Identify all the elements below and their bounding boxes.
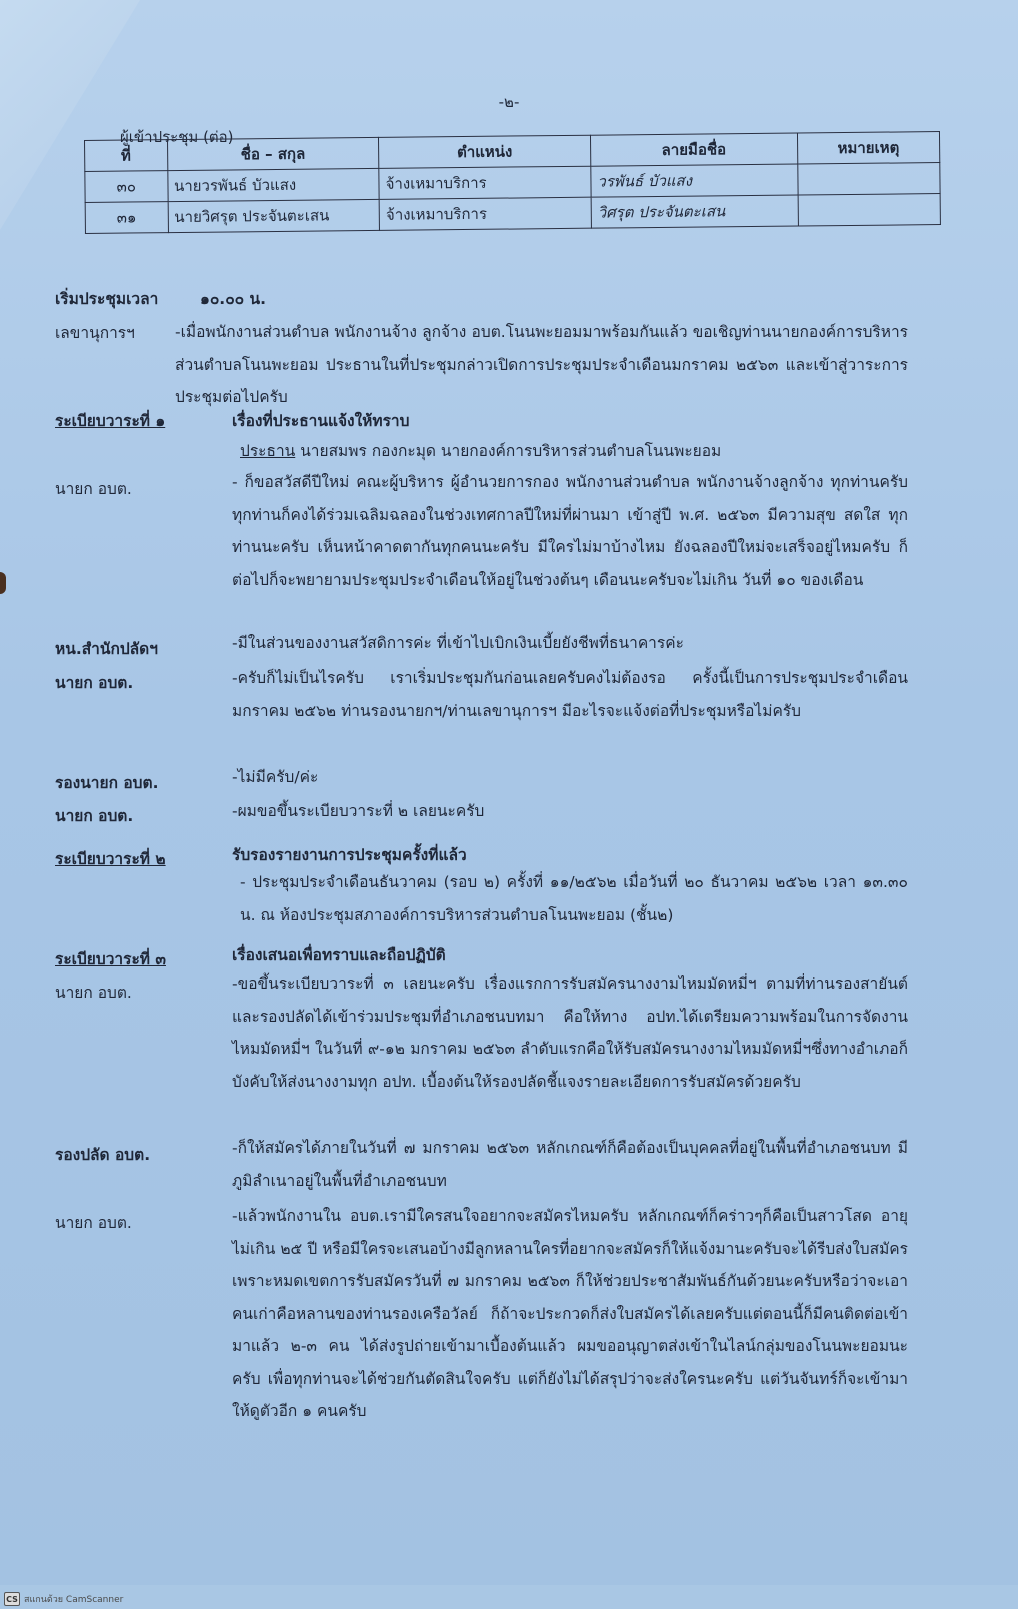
agenda1-mayor3-speaker: นายก อบต. — [55, 807, 134, 825]
agenda3-mayor-text: -ขอขึ้นระเบียบวาระที่ ๓ เลยนะครับ เรื่องแรกการรับสมัครนางงามไหมมัดหมี่ฯ ตามที่ท่านรองสายันต์และรองปลัดได้เข้าร่วมประชุมที่อำเภอชนบทมา คือให้ทาง อปท.ได้เตรียมความพร้อมในการจัดงานไหมมัดหมี่ฯ ในวันที่ ๙-๑๒ มกราคม ๒๕๖๓ ลำดับแรกคือให้รับสมัครนางงามไหมมัดหมี่ฯซึ่งทางอำเภอก็บังคับให้ส่งนางงามทุก อปท. เบื้องต้นให้รองปลัดชี้แจงรายละเอียดการรับสมัครด้วยครับ — [232, 975, 908, 1091]
cell-no: ๓๑ — [85, 202, 168, 234]
chair-line — [240, 440, 721, 462]
cell-name: นายวิศรุต ประจันตะเสน — [168, 199, 380, 232]
header-name: ชื่อ – สกุล — [167, 137, 379, 170]
agenda1-label: ระเบียบวาระที่ ๑ — [55, 412, 166, 430]
deputy-text: -ไม่มีครับ/ค่ะ — [232, 768, 319, 786]
camscanner-icon: CS — [4, 1592, 20, 1606]
agenda1-mayor3-text: -ผมขอขึ้นระเบียบวาระที่ ๒ เลยนะครับ — [232, 802, 485, 820]
meeting-start-label: เริ่มประชุมเวลา — [55, 290, 159, 308]
cell-remark — [798, 194, 941, 226]
binder-hole — [0, 572, 6, 594]
secretary-speaker: เลขานุการฯ — [55, 324, 135, 342]
office-text: -มีในส่วนของงานสวัสดิการค่ะ ที่เข้าไปเบิกเงินเบี้ยยังชีพที่ธนาคารค่ะ — [232, 634, 684, 652]
office-speaker: หน.สำนักปลัดฯ — [55, 640, 158, 658]
attendees-table — [84, 131, 941, 234]
deputy-speaker: รองนายก อบต. — [55, 774, 159, 792]
agenda3-mayor2-text: -แล้วพนักงานใน อบต.เรามีใครสนใจอยากจะสมัครไหมครับ หลักเกณฑ์ก็คร่าวๆก็คือเป็นสาวโสด อายุไม่เกิน ๒๕ ปี หรือมีใครจะเสนอบ้างมีลูกหลานใครที่อยากจะสมัครก็ให้แจ้งมานะครับจะได้รีบส่งใบสมัคร เพราะหมดเขตการรับสมัครวันที่ ๗ มกราคม ๒๕๖๓ ก็ให้ช่วยประชาสัมพันธ์กันด้วยนะครับหรือว่าจะเอาคนเก่าคือหลานของท่านรองเครือวัลย์ ก็ถ้าจะประกวดก็ส่งใบสมัครได้เลยครับแต่ตอนนี้ก็มีคนติดต่อเข้ามาแล้ว ๒-๓ คน ได้ส่งรูปถ่ายเข้ามาเบื้องต้นแล้ว ผมขออนุญาตส่งเข้าในไลน์กลุ่มของโนนพะยอมนะครับ เพื่อทุกท่านจะได้ช่วยกันตัดสินใจครับ แต่ก็ยังไม่ได้สรุปว่าจะส่งใครนะครับ แต่วันจันทร์ก็จะเข้ามาให้ดูตัวอีก ๑ คนครับ — [232, 1207, 908, 1420]
watermark-text: สแกนด้วย CamScanner — [24, 1595, 124, 1605]
agenda1-mayor2-text: -ครับก็ไม่เป็นไรครับ เราเริ่มประชุมกันก่อนเลยครับคงไม่ต้องรอ ครั้งนี้เป็นการประชุมประจำเดือนมกราคม ๒๕๖๒ ท่านรองนายกฯ/ท่านเลขานุการฯ มีอะไรจะแจ้งต่อที่ประชุมหรือไม่ครับ — [232, 669, 908, 720]
agenda3-mayor-speaker: นายก อบต. — [55, 984, 132, 1002]
secretary-text: -เมื่อพนักงานส่วนตำบล พนักงานจ้าง ลูกจ้าง อบต.โนนพะยอมมาพร้อมกันแล้ว ขอเชิญท่านนายกองค์การบริหารส่วนตำบลโนนพะยอม ประธานในที่ประชุมกล่าวเปิดการประชุมประจำเดือนมกราคม ๒๕๖๓ และเข้าสู่วาระการประชุมต่อไปครับ — [175, 323, 908, 406]
cell-no: ๓๐ — [85, 171, 168, 203]
agenda2-text: - ประชุมประจำเดือนธันวาคม (รอบ ๒) ครั้งที่ ๑๑/๒๕๖๒ เมื่อวันที่ ๒๐ ธันวาคม ๒๕๖๒ เวลา ๑๓.๓๐ น. ณ ห้องประชุมสภาองค์การบริหารส่วนตำบลโนนพะยอม (ชั้น๒) — [240, 873, 908, 924]
agenda2-label: ระเบียบวาระที่ ๒ — [55, 850, 166, 868]
chair-label: ประธาน — [240, 442, 296, 460]
agenda1-mayor-speaker: นายก อบต. — [55, 480, 132, 498]
meeting-start-time: ๑๐.๐๐ น. — [200, 290, 266, 308]
header-signature: ลายมือชื่อ — [590, 133, 797, 166]
agenda3-label: ระเบียบวาระที่ ๓ — [55, 950, 166, 968]
cell-position: จ้างเหมาบริการ — [379, 197, 591, 230]
header-remark: หมายเหตุ — [797, 132, 940, 164]
page-number: -๒- — [498, 93, 520, 111]
attendees-caption: ผู้เข้าประชุม (ต่อ) — [120, 128, 234, 146]
chair-name: นายสมพร กองกะมุด นายกองค์การบริหารส่วนตำบลโนนพะยอม — [300, 442, 722, 460]
vice-text: -ก็ให้สมัครได้ภายในวันที่ ๗ มกราคม ๒๕๖๓ หลักเกณฑ์ก็คือต้องเป็นบุคคลที่อยู่ในพื้นที่อำเภอชนบท มีภูมิลำเนาอยู่ในพื้นที่อำเภอชนบท — [232, 1139, 908, 1190]
cell-signature: วรพันธ์ บัวแสง — [591, 164, 798, 197]
header-no: ที่ — [85, 140, 168, 172]
agenda3-title: เรื่องเสนอเพื่อทราบและถือปฏิบัติ — [232, 946, 446, 964]
cell-position: จ้างเหมาบริการ — [379, 166, 591, 199]
scanner-watermark — [4, 1592, 123, 1606]
agenda2-title: รับรองรายงานการประชุมครั้งที่แล้ว — [232, 846, 467, 864]
vice-speaker: รองปลัด อบต. — [55, 1146, 151, 1164]
agenda1-title: เรื่องที่ประธานแจ้งให้ทราบ — [232, 412, 410, 430]
agenda1-mayor2-speaker: นายก อบต. — [55, 674, 134, 692]
agenda3-mayor2-speaker: นายก อบต. — [55, 1214, 132, 1232]
cell-name: นายวรพันธ์ บัวแสง — [167, 168, 379, 201]
header-position: ตำแหน่ง — [379, 135, 591, 168]
cell-signature: วิศรุต ประจันตะเสน — [591, 195, 798, 228]
agenda1-mayor-text: - ก็ขอสวัสดีปีใหม่ คณะผู้บริหาร ผู้อำนวยการกอง พนักงานส่วนตำบล พนักงานจ้างลูกจ้าง ทุกท่านครับ ทุกท่านก็คงได้ร่วมเฉลิมฉลองในช่วงเทศกาลปีใหม่ที่ผ่านมา เข้าสู่ปี พ.ศ. ๒๕๖๓ มีความสุข สดใส ทุกท่านนะครับ เห็นหน้าคาดตากันทุกคนนะครับ มีใครไม่มาบ้างไหม ยังฉลองปีใหม่จะเสร็จอยู่ไหมครับ ก็ต่อไปก็จะพยายามประชุมประจำเดือนให้อยู่ในช่วงต้นๆ เดือนนะครับจะไม่เกิน วันที่ ๑๐ ของเดือน — [232, 473, 908, 589]
cell-remark — [797, 163, 940, 195]
